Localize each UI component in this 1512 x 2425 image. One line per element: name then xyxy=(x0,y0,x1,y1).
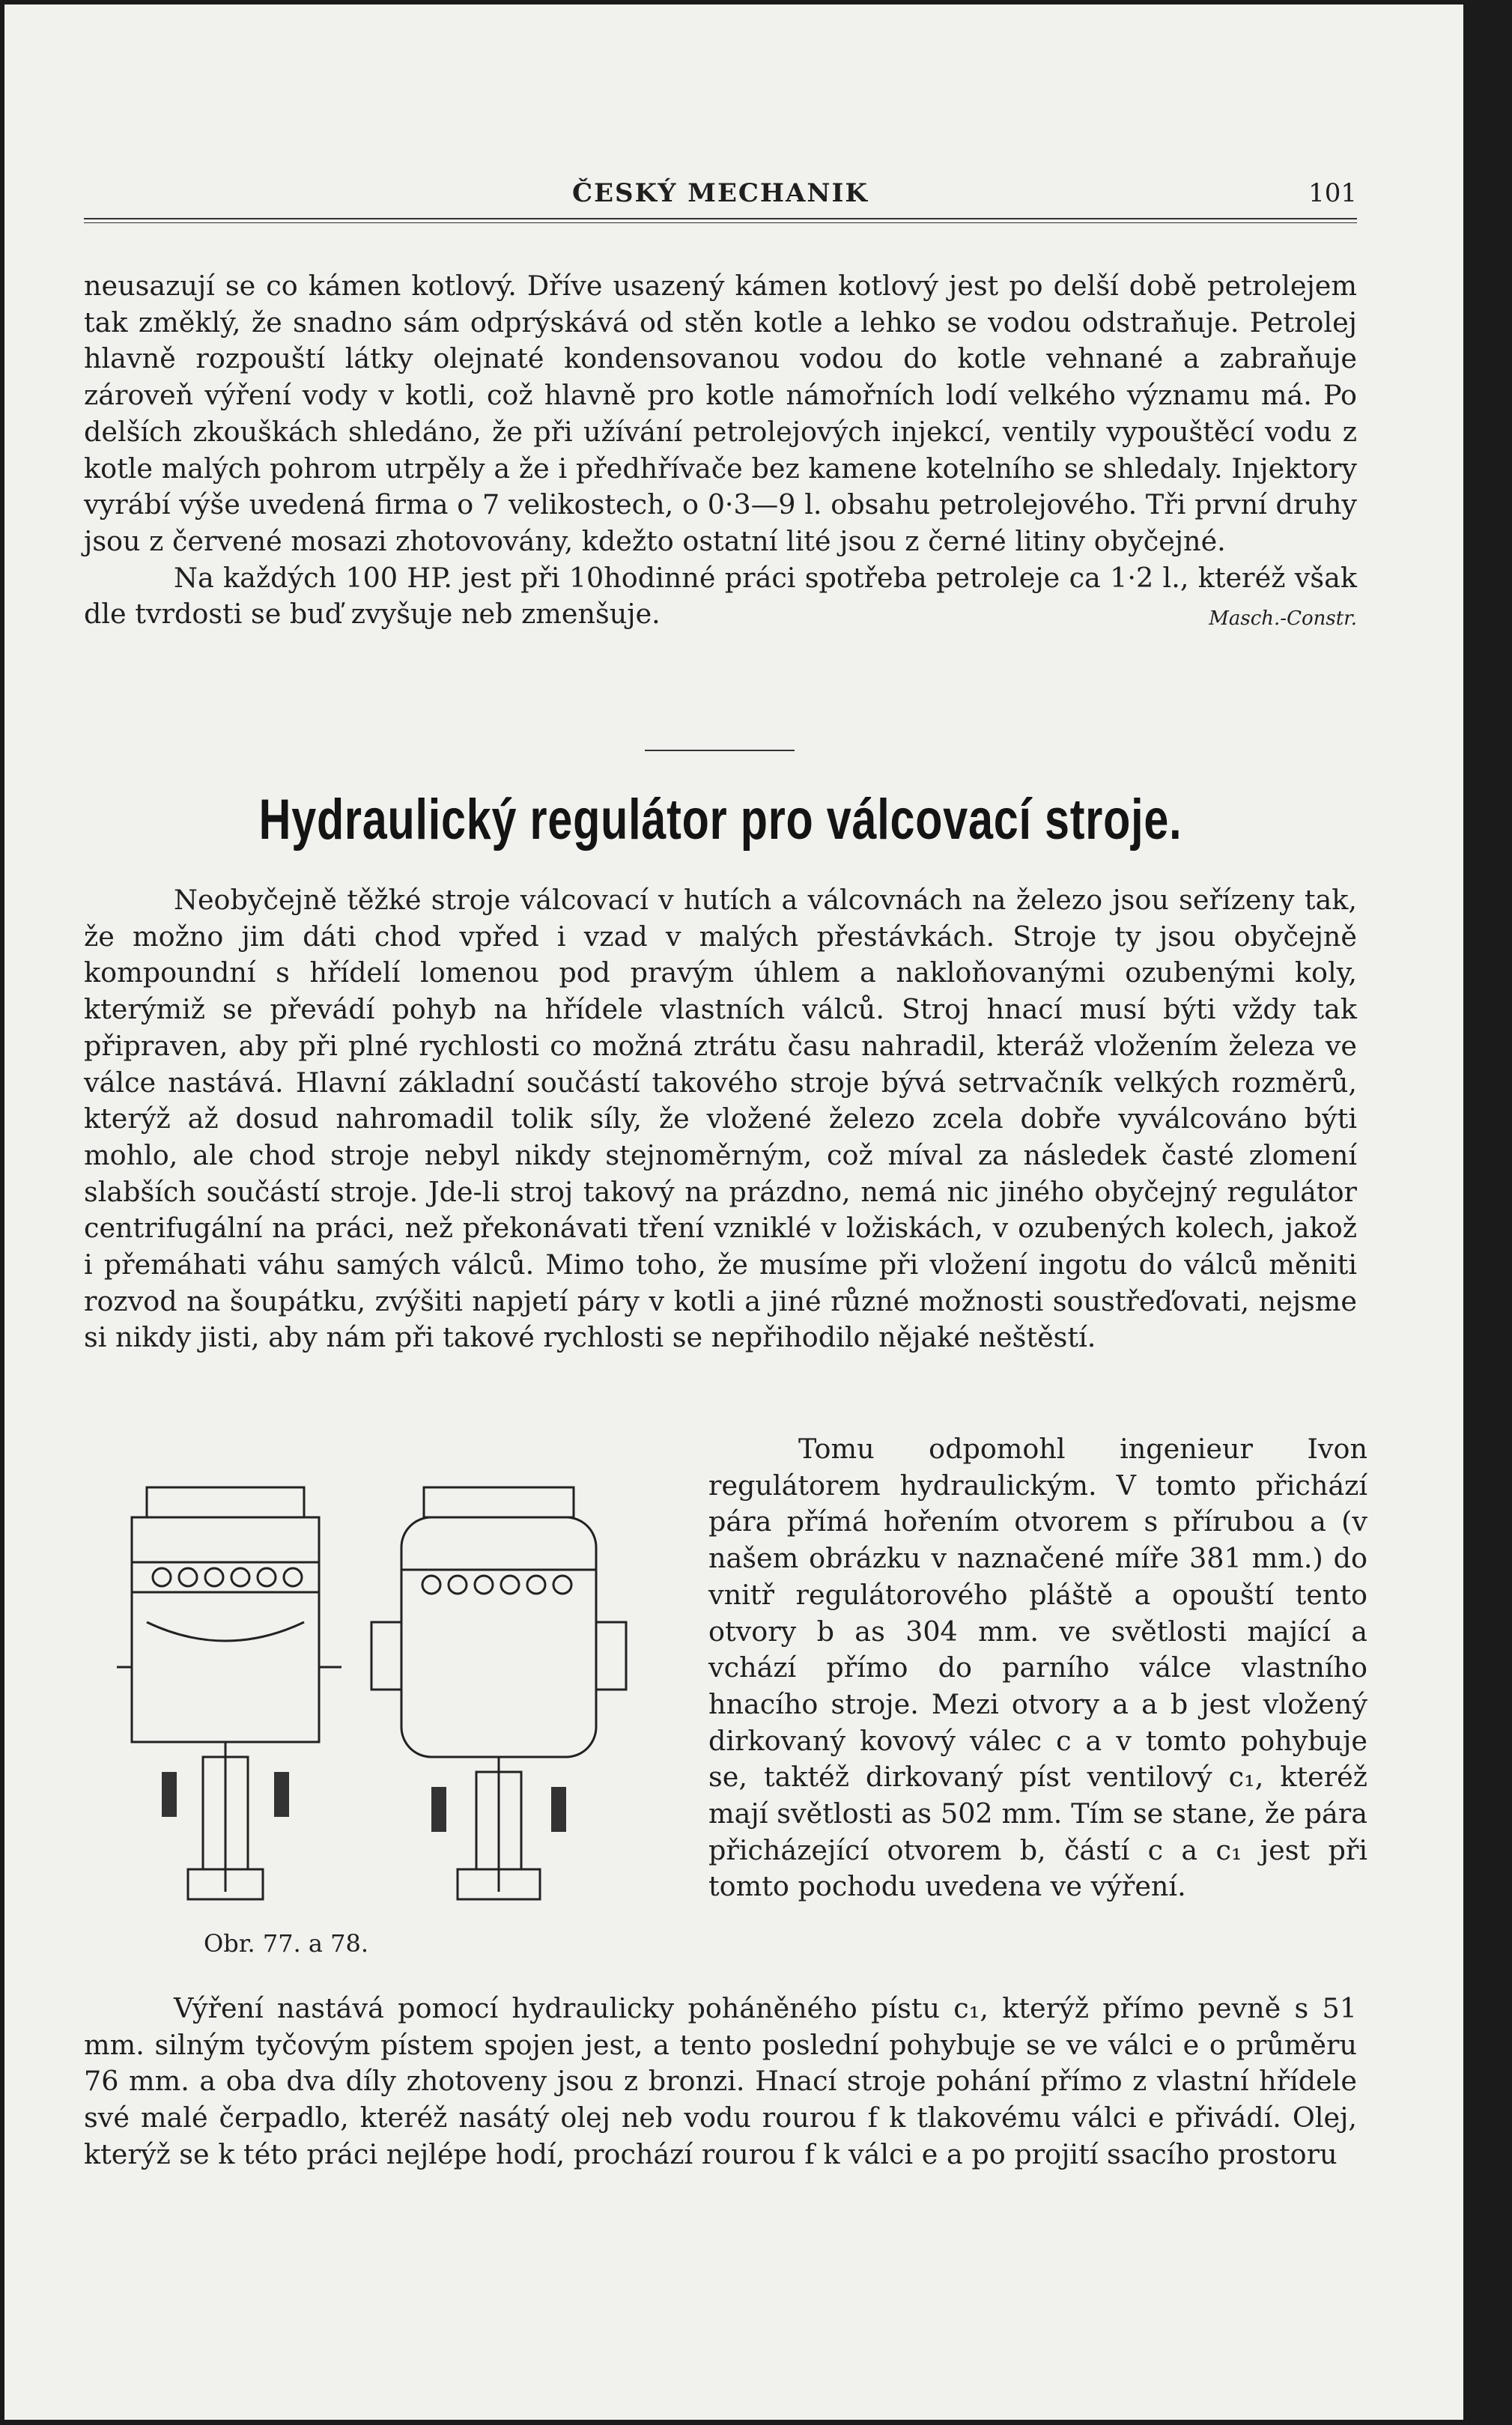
regulator-drawings xyxy=(117,1472,649,1952)
page xyxy=(4,4,1463,2420)
intro-article xyxy=(84,268,1357,637)
article-right-column xyxy=(708,1431,1367,1905)
article-paragraph-3: Výření nastává pomocí hydraulicky poháněného pístu c₁, kterýž přímo pevně s 51 mm. silným tyčovým pístem spojen jest, a tento poslední pohybuje se ve válci e o průměru 76 mm. a oba dva díly zhotoveny jsou z bronzi. Hnací stroje pohání přímo z vlastní hřídele své malé čerpadlo, kteréž nasátý olej neb vodu rourou f k tlakovému válci e přivádí. Olej, kterýž se k této práci nejlépe hodí, prochází rourou f k válci e a po projití ssacího prostoru xyxy=(84,1992,1357,2170)
intro-paragraph-2 xyxy=(84,560,1357,633)
header-rule xyxy=(84,218,1357,223)
figure-caption: Obr. 77. a 78. xyxy=(204,1929,369,1958)
intro-paragraph-2-text: Na každých 100 HP. jest při 10hodinné práci spotřeba petroleje ca 1·2 l., kteréž však dle tvrdosti se buď zvyšuje neb zmenšuje. xyxy=(84,561,1357,631)
article-paragraph-2: Tomu odpomohl ingenieur Ivon regulátorem hydraulickým. V tomto přichází pára přímá hořením otvorem s přírubou a (v našem obrázku v naznačené míře 381 mm.) do vnitř regulátorového pláště a opouští tento otvory b as 304 mm. ve světlosti mající a vchází přímo do parního válce vlastního hnacího stroje. Mezi otvory a a b jest vložený dirkovaný kovový válec c a v tomto pohybuje se, taktéž dirkovaný píst ventilový c₁, kteréž mají světlosti as 502 mm. Tím se stane, že pára přicházející otvorem b, částí c a c₁ jest při tomto pochodu uvedena ve výření. xyxy=(708,1433,1367,1903)
running-head xyxy=(84,178,1357,213)
source-credit: Masch.-Constr. xyxy=(1209,607,1357,631)
intro-paragraph-1: neusazují se co kámen kotlový. Dříve usazený kámen kotlový jest po delší době petrolejem tak změklý, že snadno sám odprýskává od stěn kotle a lehko se vodou odstraňuje. Petrolej hlavně rozpouští látky olejnaté kondensovanou vodou do kotle vehnané a zabraňuje zároveň výření vody v kotli, což hlavně pro kotle námořních lodí velkého významu má. Po delších zkouškách shledáno, že při užívání petrolejových injekcí, ventily vypouštěcí vodu z kotle malých pohrom utrpěly a že i předhřívače bez kamene kotelního se shledaly. Injektory vyrábí výše uvedená firma o 7 velikostech, o 0·3—9 l. obsahu petrolejového. Tři první druhy jsou z červené mosazi zhotovovány, kdežto ostatní lité jsou z černé litiny obyčejné. xyxy=(84,270,1357,557)
section-divider xyxy=(645,750,795,751)
article-body xyxy=(84,882,1357,1356)
article-title: Hydraulický regulátor pro válcovací stroje. xyxy=(258,788,1182,852)
article-paragraph-1: Neobyčejně těžké stroje válcovací v hutích a válcovnách na železo jsou seřízeny tak, že možno jim dáti chod vpřed i vzad v malých přestávkách. Stroje ty jsou obyčejně kompoundní s hřídelí lomenou pod pravým úhlem a nakloňovanými ozubenými koly, kterýmiž se převádí pohyb na hřídele vlastních válců. Stroj hnací musí býti vždy tak připraven, aby při plné rychlosti co možná ztrátu času nahradil, kteráž vložením železa ve válce nastává. Hlavní základní součástí takového stroje bývá setrvačník velkých rozměrů, kterýž až dosud nahromadil tolik síly, že vložené železo zcela dobře vyválcováno býti mohlo, ale chod stroje nebyl nikdy stejnoměrným, což míval za následek časté zlomení slabších součástí stroje. Jde-li stroj takový na prázdno, nemá nic jiného obyčejný regulátor centrifugální na práci, než překonávati tření vzniklé v ložiskách, v ozubených kolech, jakož i přemáhati váhu samých válců. Mimo toho, že musíme při vložení ingotu do válců měniti rozvod na šoupátku, zvýšiti napjetí páry v kotli a jiné různé možnosti soustřeďovati, nejsme si nikdy jisti, aby nám při takové rychlosti se nepřihodilo nějaké neštěstí. xyxy=(84,884,1357,1354)
page-number: 101 xyxy=(1308,178,1357,208)
regulator-section-drawing xyxy=(117,1472,649,1937)
article-bottom xyxy=(84,1991,1357,2173)
running-title: ČESKÝ MECHANIK xyxy=(572,178,869,208)
